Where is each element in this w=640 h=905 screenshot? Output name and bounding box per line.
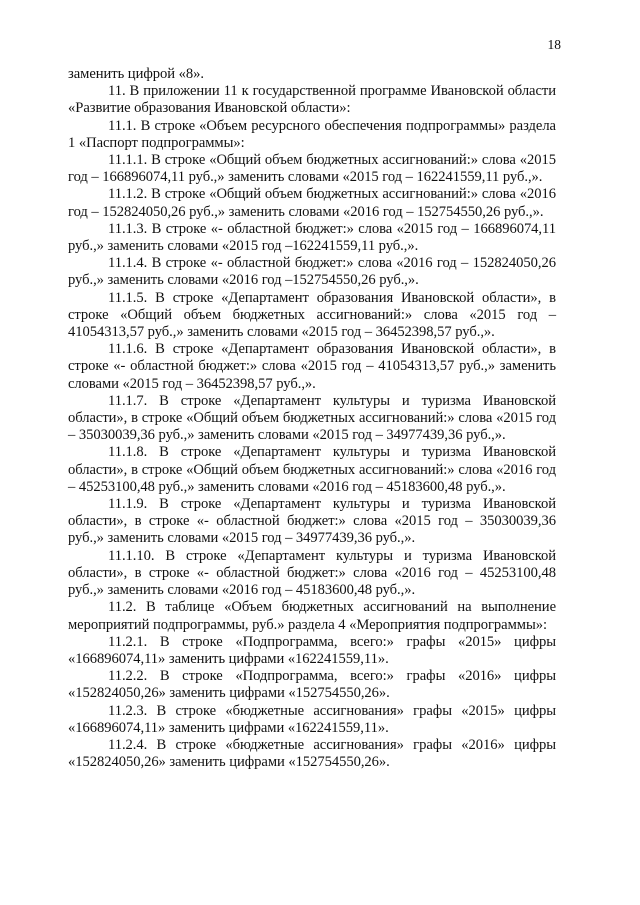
paragraph-item-11-1-9: 11.1.9. В строке «Департамент культуры и туризма Ивановской области», в строке «- областной бюджет:» слова «2015 год – 35030039,36 руб.,» заменить словами «2015 год – 34977439,36 руб.,». [68,496,556,547]
paragraph-item-11-1-7: 11.1.7. В строке «Департамент культуры и туризма Ивановской области», в строке «Общий объем бюджетных ассигнований:» слова «2015 год – 35030039,36 руб.,» заменить словами «2015 год – 34977439,36 руб.,». [68,392,556,444]
paragraph-item-11-1: 11.1. В строке «Объем ресурсного обеспечения подпрограммы» раздела 1 «Паспорт подпрограммы»: [68,117,556,151]
paragraph-item-11-1-3: 11.1.3. В строке «- областной бюджет:» слова «2015 год – 166896074,11 руб.,» заменить словами «2015 год –162241559,11 руб.,». [68,220,556,255]
paragraph-item-11-2: 11.2. В таблице «Объем бюджетных ассигнований на выполнение мероприятий подпрограммы, руб.» раздела 4 «Мероприятия подпрограммы»: [68,599,556,633]
document-body [68,66,556,771]
paragraph-item-11-2-3: 11.2.3. В строке «бюджетные ассигнования» графы «2015» цифры «166896074,11» заменить цифрами «162241559,11». [68,702,556,736]
paragraph-item-11-1-2: 11.1.2. В строке «Общий объем бюджетных ассигнований:» слова «2016 год – 152824050,26 руб.,» заменить словами «2016 год – 152754550,26 руб.,». [68,186,556,220]
paragraph-item-11-1-5: 11.1.5. В строке «Департамент образования Ивановской области», в строке «Общий объем бюджетных ассигнований:» слова «2015 год – 41054313,57 руб.,» заменить словами «2015 год – 36452398,57 руб.,». [68,289,556,341]
page-number: 18 [547,37,561,52]
paragraph-item-11-1-6: 11.1.6. В строке «Департамент образования Ивановской области», в строке «- областной бюджет:» слова «2015 год – 41054313,57 руб.,» заменить словами «2015 год – 36452398,57 руб.,». [68,341,556,392]
paragraph-item-11-2-2: 11.2.2. В строке «Подпрограмма, всего:» графы «2016» цифры «152824050,26» заменить цифрами «152754550,26». [68,668,556,702]
paragraph-item-11-2-4: 11.2.4. В строке «бюджетные ассигнования» графы «2016» цифры «152824050,26» заменить цифрами «152754550,26». [68,736,556,771]
paragraph-continuation: заменить цифрой «8». [68,66,204,82]
paragraph-item-11-1-8: 11.1.8. В строке «Департамент культуры и туризма Ивановской области», в строке «Общий объем бюджетных ассигнований:» слова «2016 год – 45253100,48 руб.,» заменить словами «2016 год – 45183600,48 руб.,». [68,444,556,495]
paragraph-item-11-1-1: 11.1.1. В строке «Общий объем бюджетных ассигнований:» слова «2015 год – 166896074,11 руб.,» заменить словами «2015 год – 162241559,11 руб.,». [68,152,556,186]
paragraph-item-11-1-10: 11.1.10. В строке «Департамент культуры и туризма Ивановской области», в строке «- областной бюджет:» слова «2016 год – 45253100,48 руб.,» заменить словами «2016 год – 45183600,48 руб.,». [68,547,556,599]
paragraph-item-11: 11. В приложении 11 к государственной программе Ивановской области «Развитие образования Ивановской области»: [68,83,556,117]
paragraph-item-11-2-1: 11.2.1. В строке «Подпрограмма, всего:» графы «2015» цифры «166896074,11» заменить цифрами «162241559,11». [68,633,556,667]
paragraph-item-11-1-4: 11.1.4. В строке «- областной бюджет:» слова «2016 год – 152824050,26 руб.,» заменить словами «2016 год –152754550,26 руб.,». [68,255,556,289]
